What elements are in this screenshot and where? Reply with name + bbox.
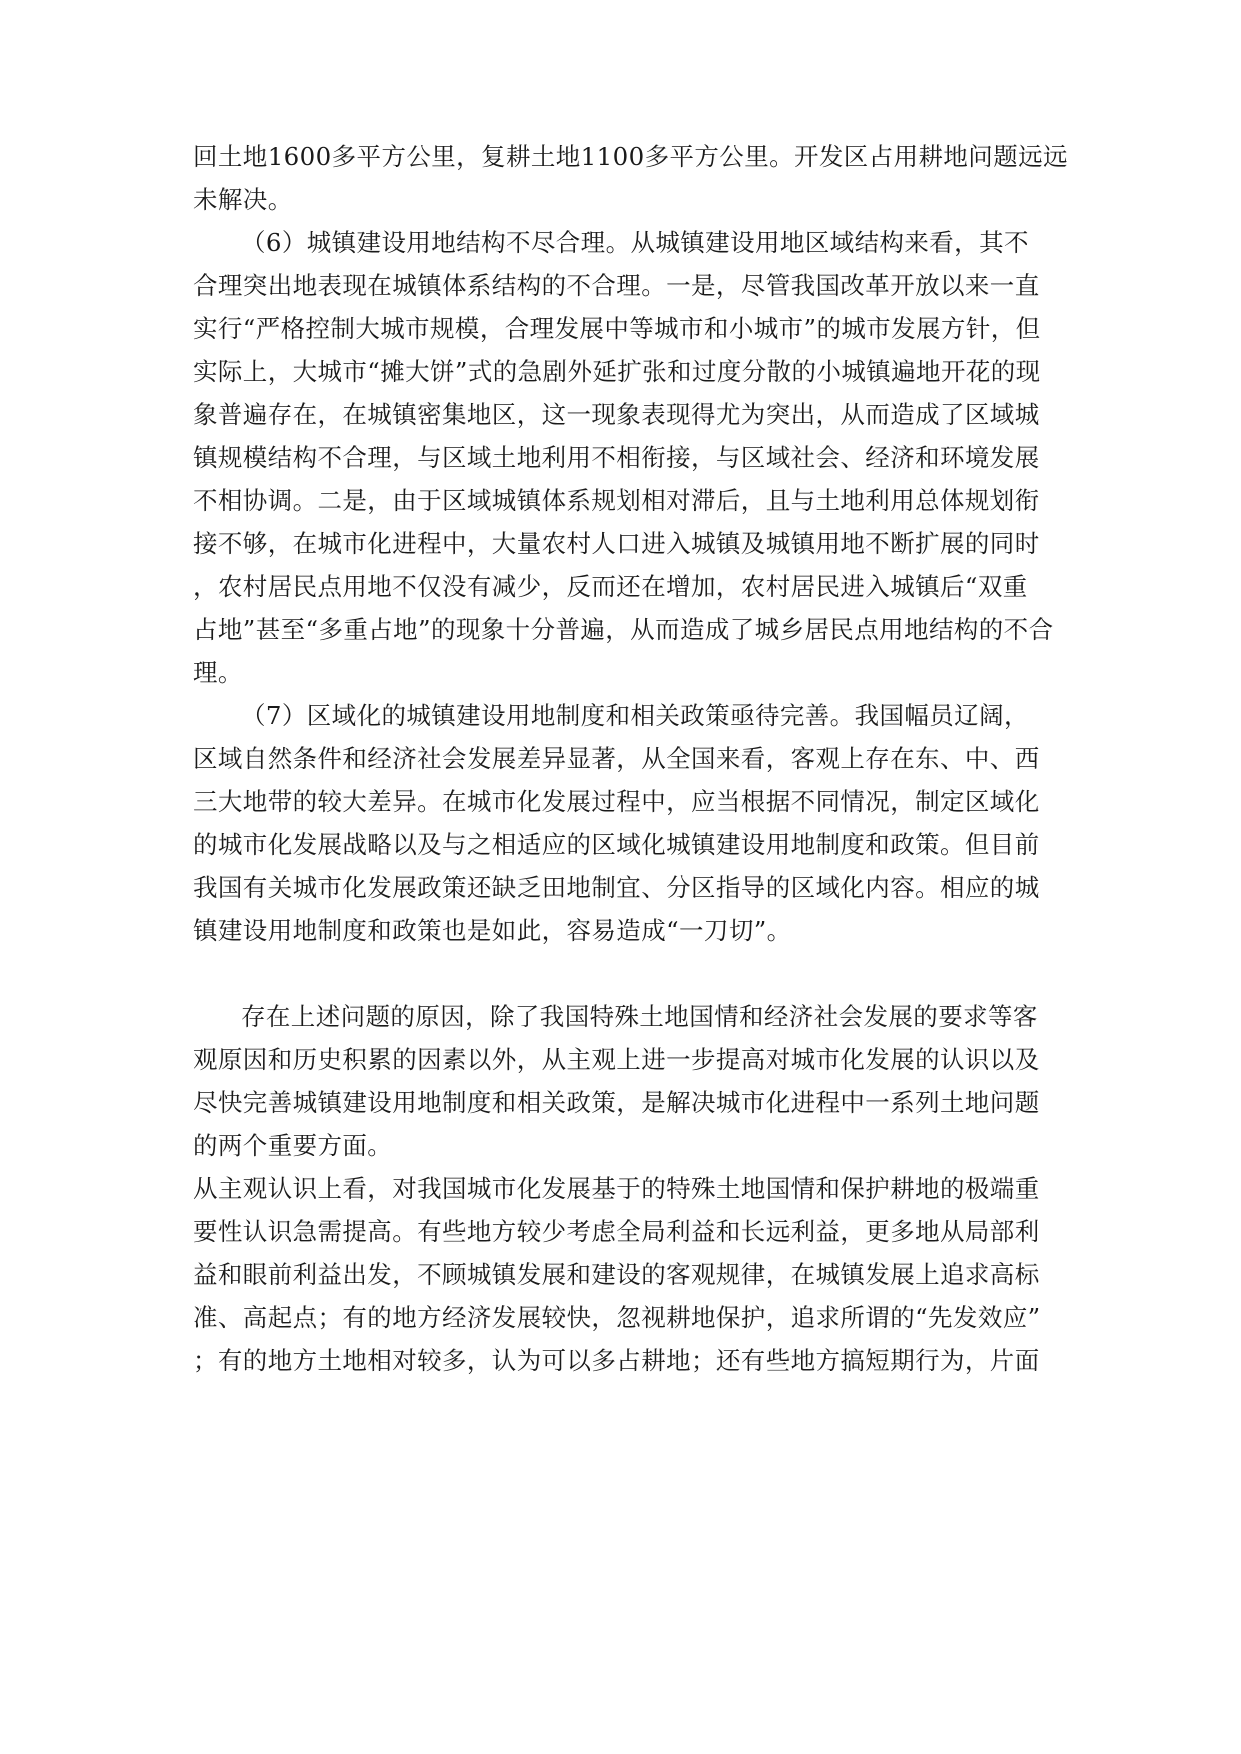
text-line: 要性认识急需提高。有些地方较少考虑全局利益和长远利益，更多地从局部利 — [193, 1217, 1040, 1246]
text-line: 接不够，在城市化进程中，大量农村人口进入城镇及城镇用地不断扩展的同时 — [193, 529, 1040, 558]
text-line: 观原因和历史积累的因素以外，从主观上进一步提高对城市化发展的认识以及 — [193, 1045, 1040, 1074]
text-line: 象普遍存在，在城镇密集地区，这一现象表现得尤为突出，从而造成了区域城 — [193, 400, 1040, 429]
paragraph-6-heading-line: （6）城镇建设用地结构不尽合理。从城镇建设用地区域结构来看，其不 — [241, 228, 1029, 257]
text-line: 区域自然条件和经济社会发展差异显著，从全国来看，客观上存在东、中、西 — [193, 744, 1040, 773]
text-line: 合理突出地表现在城镇体系结构的不合理。一是，尽管我国改革开放以来一直 — [193, 271, 1040, 300]
text-line: 我国有关城市化发展政策还缺乏田地制宜、分区指导的区域化内容。相应的城 — [193, 873, 1040, 902]
text-line: 的两个重要方面。 — [193, 1131, 393, 1160]
paragraph-causes-first-line: 存在上述问题的原因，除了我国特殊土地国情和经济社会发展的要求等客 — [241, 1002, 1038, 1031]
text-line: ；有的地方土地相对较多，认为可以多占耕地；还有些地方搞短期行为，片面 — [193, 1346, 1040, 1375]
text-line: ，农村居民点用地不仅没有减少，反而还在增加，农村居民进入城镇后“双重 — [193, 572, 1028, 601]
paragraph-subjective-first-line: 从主观认识上看，对我国城市化发展基于的特殊土地国情和保护耕地的极端重 — [193, 1174, 1040, 1203]
text-line: 不相协调。二是，由于区域城镇体系规划相对滞后，且与土地利用总体规划衔 — [193, 486, 1040, 515]
text-line: 镇建设用地制度和政策也是如此，容易造成“一刀切”。 — [193, 916, 792, 945]
text-line: 益和眼前利益出发，不顾城镇发展和建设的客观规律，在城镇发展上追求高标 — [193, 1260, 1040, 1289]
text-line: 尽快完善城镇建设用地制度和相关政策，是解决城市化进程中一系列土地问题 — [193, 1088, 1040, 1117]
text-line: 三大地带的较大差异。在城市化发展过程中，应当根据不同情况，制定区域化 — [193, 787, 1040, 816]
text-line: 准、高起点；有的地方经济发展较快，忽视耕地保护，追求所谓的“先发效应” — [193, 1303, 1041, 1332]
text-line: 镇规模结构不合理，与区域土地利用不相衔接，与区域社会、经济和环境发展 — [193, 443, 1040, 472]
text-line: 理。 — [193, 658, 243, 687]
text-line: 的城市化发展战略以及与之相适应的区域化城镇建设用地制度和政策。但目前 — [193, 830, 1040, 859]
text-line: 回土地1600多平方公里，复耕土地1100多平方公里。开发区占用耕地问题远远 — [193, 142, 1068, 171]
text-line: 实际上，大城市“摊大饼”式的急剧外延扩张和过度分散的小城镇遍地开花的现 — [193, 357, 1041, 386]
text-line: 占地”甚至“多重占地”的现象十分普遍，从而造成了城乡居民点用地结构的不合 — [193, 615, 1054, 644]
text-line: 实行“严格控制大城市规模，合理发展中等城市和小城市”的城市发展方针，但 — [193, 314, 1041, 343]
paragraph-7-heading-line: （7）区域化的城镇建设用地制度和相关政策亟待完善。我国幅员辽阔， — [241, 701, 1029, 730]
text-line: 未解决。 — [193, 185, 293, 214]
